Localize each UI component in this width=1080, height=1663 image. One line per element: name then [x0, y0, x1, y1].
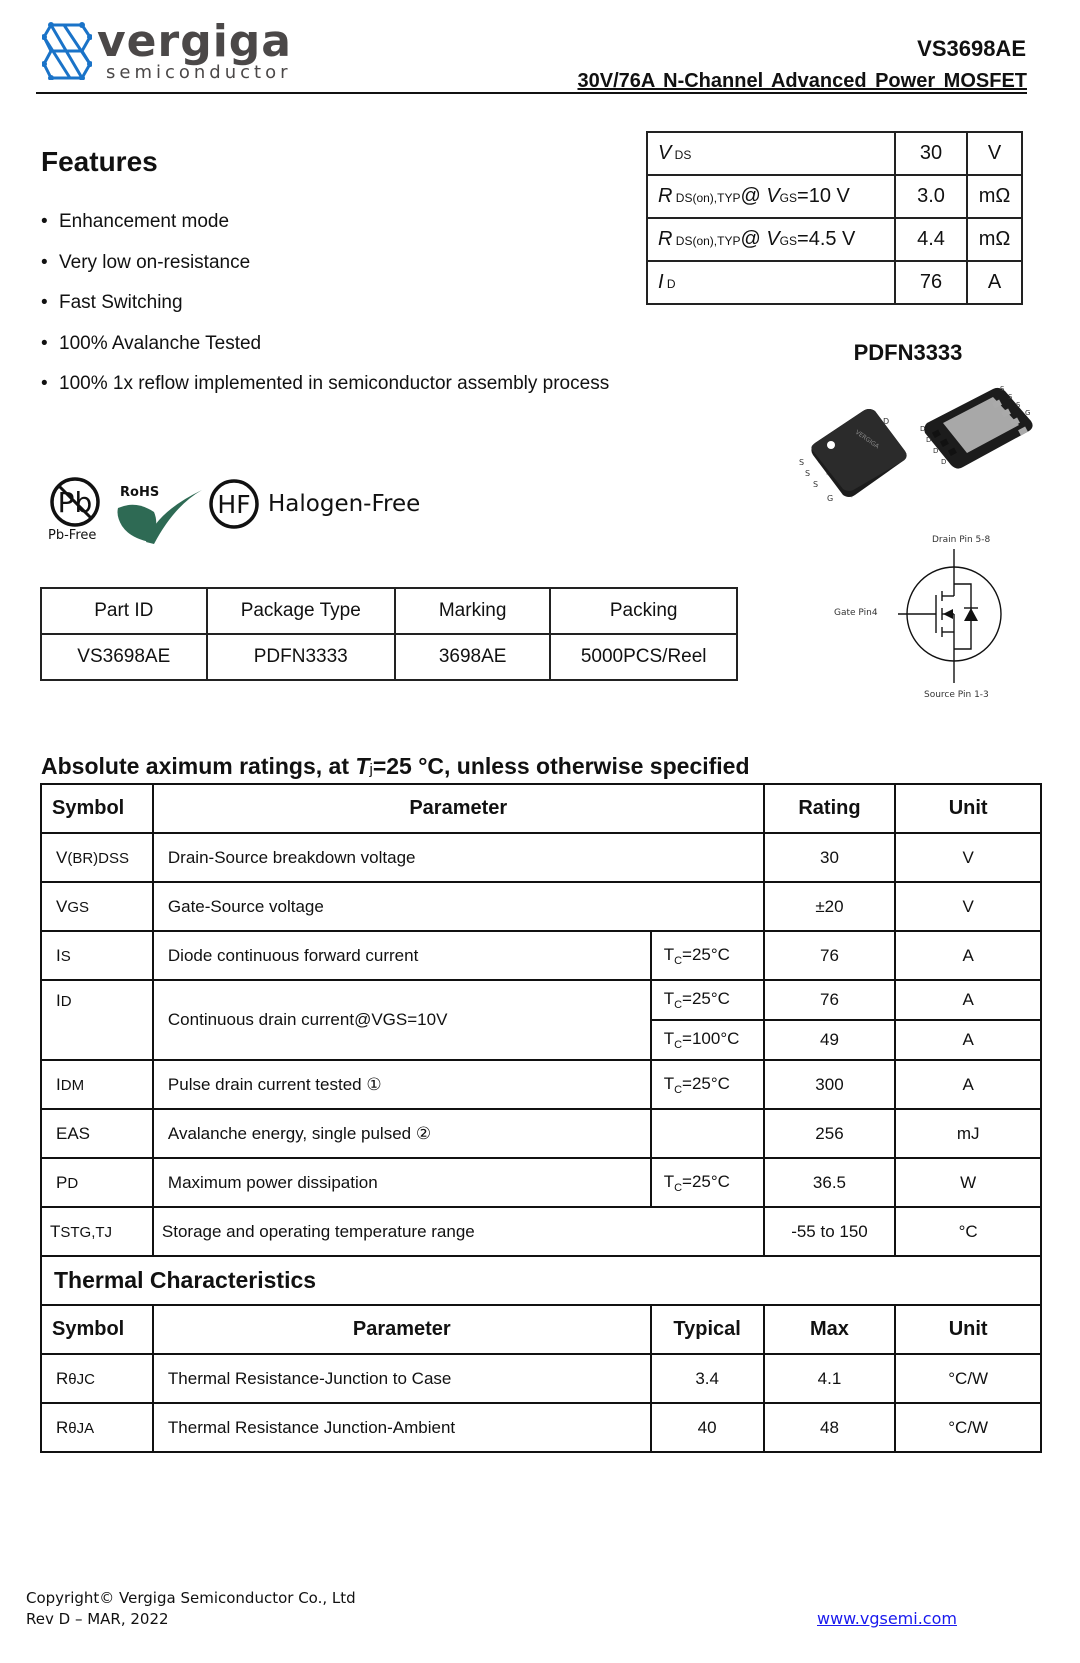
ordering-info-table: [40, 587, 738, 681]
footer: [26, 1588, 626, 1630]
pb-free-icon: [48, 476, 102, 528]
column-header: Parameter: [153, 1305, 651, 1354]
marking-cell: 3698AE: [395, 634, 550, 680]
mosfet-schematic: [820, 535, 1020, 705]
key-spec-row: I D 76 A: [647, 261, 1022, 304]
column-header: Marking: [395, 588, 550, 634]
halogen-free-icon: [208, 478, 260, 530]
part-number-title: VS3698AE: [917, 36, 1026, 61]
bullet-icon: •: [41, 211, 48, 232]
header: [0, 0, 1080, 95]
abs-max-header-row: [41, 784, 1041, 833]
package-title: PDFN3333: [853, 340, 963, 365]
key-spec-row: R DS(on),TYP@ VGS=4.5 V 4.4 mΩ: [647, 218, 1022, 261]
key-spec-unit: V: [967, 132, 1022, 175]
halogen-free-label: Halogen-Free: [268, 491, 421, 517]
key-spec-value: 4.4: [895, 218, 967, 261]
column-header: Packing: [550, 588, 737, 634]
feature-item: • Fast Switching: [41, 283, 681, 324]
key-spec-value: 3.0: [895, 175, 967, 218]
key-spec-unit: mΩ: [967, 175, 1022, 218]
copyright-text: Copyright© Vergiga Semiconductor Co., Ltd: [26, 1589, 356, 1607]
column-header: Unit: [895, 784, 1041, 833]
abs-max-ratings-table: [40, 783, 1042, 1453]
rohs-leaf-check-icon: [116, 486, 206, 546]
svg-text:D: D: [883, 417, 890, 426]
features-list: [41, 202, 681, 405]
bullet-icon: •: [41, 251, 48, 273]
vergiga-logo-icon: [42, 22, 92, 80]
svg-text:G: G: [827, 494, 834, 503]
bullet-icon: •: [41, 292, 48, 313]
column-header: Symbol: [41, 1305, 153, 1354]
table-row: IS Diode continuous forward current $T_C=25^\circ C$ 76 A: [41, 931, 1041, 980]
column-header: Parameter: [153, 784, 764, 833]
features-heading: Features: [41, 146, 158, 177]
header-divider: [36, 92, 1027, 94]
svg-text:VERGIGA: VERGIGA: [853, 428, 881, 451]
product-subtitle: 30V/76A N-Channel Advanced Power MOSFET: [577, 70, 1027, 92]
column-header: Rating: [764, 784, 896, 833]
n-channel-mosfet-symbol-icon: [820, 535, 1020, 705]
thermal-header-row: [41, 1305, 1041, 1354]
rohs-label: RoHS: [120, 485, 160, 500]
svg-text:Pb: Pb: [57, 486, 93, 519]
feature-item: • Enhancement mode: [41, 202, 681, 243]
key-specs-table: [646, 131, 1023, 305]
svg-text:S: S: [1016, 401, 1021, 409]
key-spec-row: R DS(on),TYP@ VGS=10 V 3.0 mΩ: [647, 175, 1022, 218]
abs-max-title: Absolute aximum ratings, at Tj=25 °C, unless otherwise specified: [41, 753, 750, 779]
feature-item: • 100% 1x reflow implemented in semiconductor assembly process: [41, 364, 681, 405]
table-row: IDM Pulse drain current tested ① $T_C=25^\circ C$ 300 A: [41, 1060, 1041, 1109]
package-render-image: [795, 383, 1055, 513]
svg-text:HF: HF: [217, 490, 251, 519]
svg-text:D: D: [933, 447, 939, 455]
svg-text:S: S: [799, 458, 805, 467]
source-pin-label: Source Pin 1-3: [924, 690, 989, 700]
table-row: $T_C=100^\circ C$ 49 A: [41, 1020, 1041, 1060]
package-type-cell: PDFN3333: [207, 634, 395, 680]
key-spec-row: V DS 30 V: [647, 132, 1022, 175]
table-row: V(BR)DSS Drain-Source breakdown voltage 30 V: [41, 833, 1041, 882]
column-header: Unit: [895, 1305, 1041, 1354]
part-id-cell: VS3698AE: [41, 634, 207, 680]
table-row: VGS Gate-Source voltage ±20 V: [41, 882, 1041, 931]
column-header: Part ID: [41, 588, 207, 634]
brand-wordmark: vergiga: [97, 16, 292, 67]
ordering-header-row: [41, 588, 737, 634]
table-row: EAS Avalanche energy, single pulsed ② 256 mJ: [41, 1109, 1041, 1158]
svg-text:S: S: [813, 480, 819, 489]
bullet-icon: •: [41, 373, 48, 394]
website-link[interactable]: www.vgsemi.com: [817, 1609, 957, 1628]
key-spec-unit: A: [967, 261, 1022, 304]
thermal-title: Thermal Characteristics: [41, 1256, 1041, 1305]
key-spec-unit: mΩ: [967, 218, 1022, 261]
table-row: PD Maximum power dissipation $T_C=25^\circ C$ 36.5 W: [41, 1158, 1041, 1207]
ordering-row: [41, 634, 737, 680]
table-row: RθJA Thermal Resistance Junction-Ambient 40 48 °C/W: [41, 1403, 1041, 1452]
key-spec-value: 76: [895, 261, 967, 304]
packing-cell: 5000PCS/Reel: [550, 634, 737, 680]
column-header: Max: [764, 1305, 896, 1354]
revision-text: Rev D – MAR, 2022: [26, 1610, 169, 1628]
key-spec-value: 30: [895, 132, 967, 175]
column-header: Typical: [651, 1305, 764, 1354]
thermal-section-row: [41, 1256, 1041, 1305]
pb-free-label: Pb-Free: [48, 528, 97, 543]
feature-item: • Very low on-resistance: [41, 243, 681, 284]
table-row: RθJC Thermal Resistance-Junction to Case 3.4 4.1 °C/W: [41, 1354, 1041, 1403]
brand-subline: semiconductor: [106, 62, 292, 83]
svg-text:D: D: [920, 425, 926, 433]
column-header: Package Type: [207, 588, 395, 634]
svg-text:D: D: [926, 436, 932, 444]
compliance-badges: [46, 472, 446, 544]
svg-text:S: S: [1008, 393, 1013, 401]
svg-text:S: S: [1000, 385, 1005, 393]
table-row: TSTG,TJ Storage and operating temperature range -55 to 150 °C: [41, 1207, 1041, 1256]
feature-item: • 100% Avalanche Tested: [41, 324, 681, 365]
svg-text:G: G: [1025, 409, 1031, 417]
bullet-icon: •: [41, 332, 48, 354]
gate-pin-label: Gate Pin4: [834, 608, 878, 618]
table-row: ID Continuous drain current@VGS=10V $T_C=25^\circ C$ 76 A: [41, 980, 1041, 1020]
svg-text:D: D: [941, 458, 947, 466]
column-header: Symbol: [41, 784, 153, 833]
svg-text:S: S: [805, 469, 811, 478]
drain-pin-label: Drain Pin 5-8: [932, 535, 991, 545]
